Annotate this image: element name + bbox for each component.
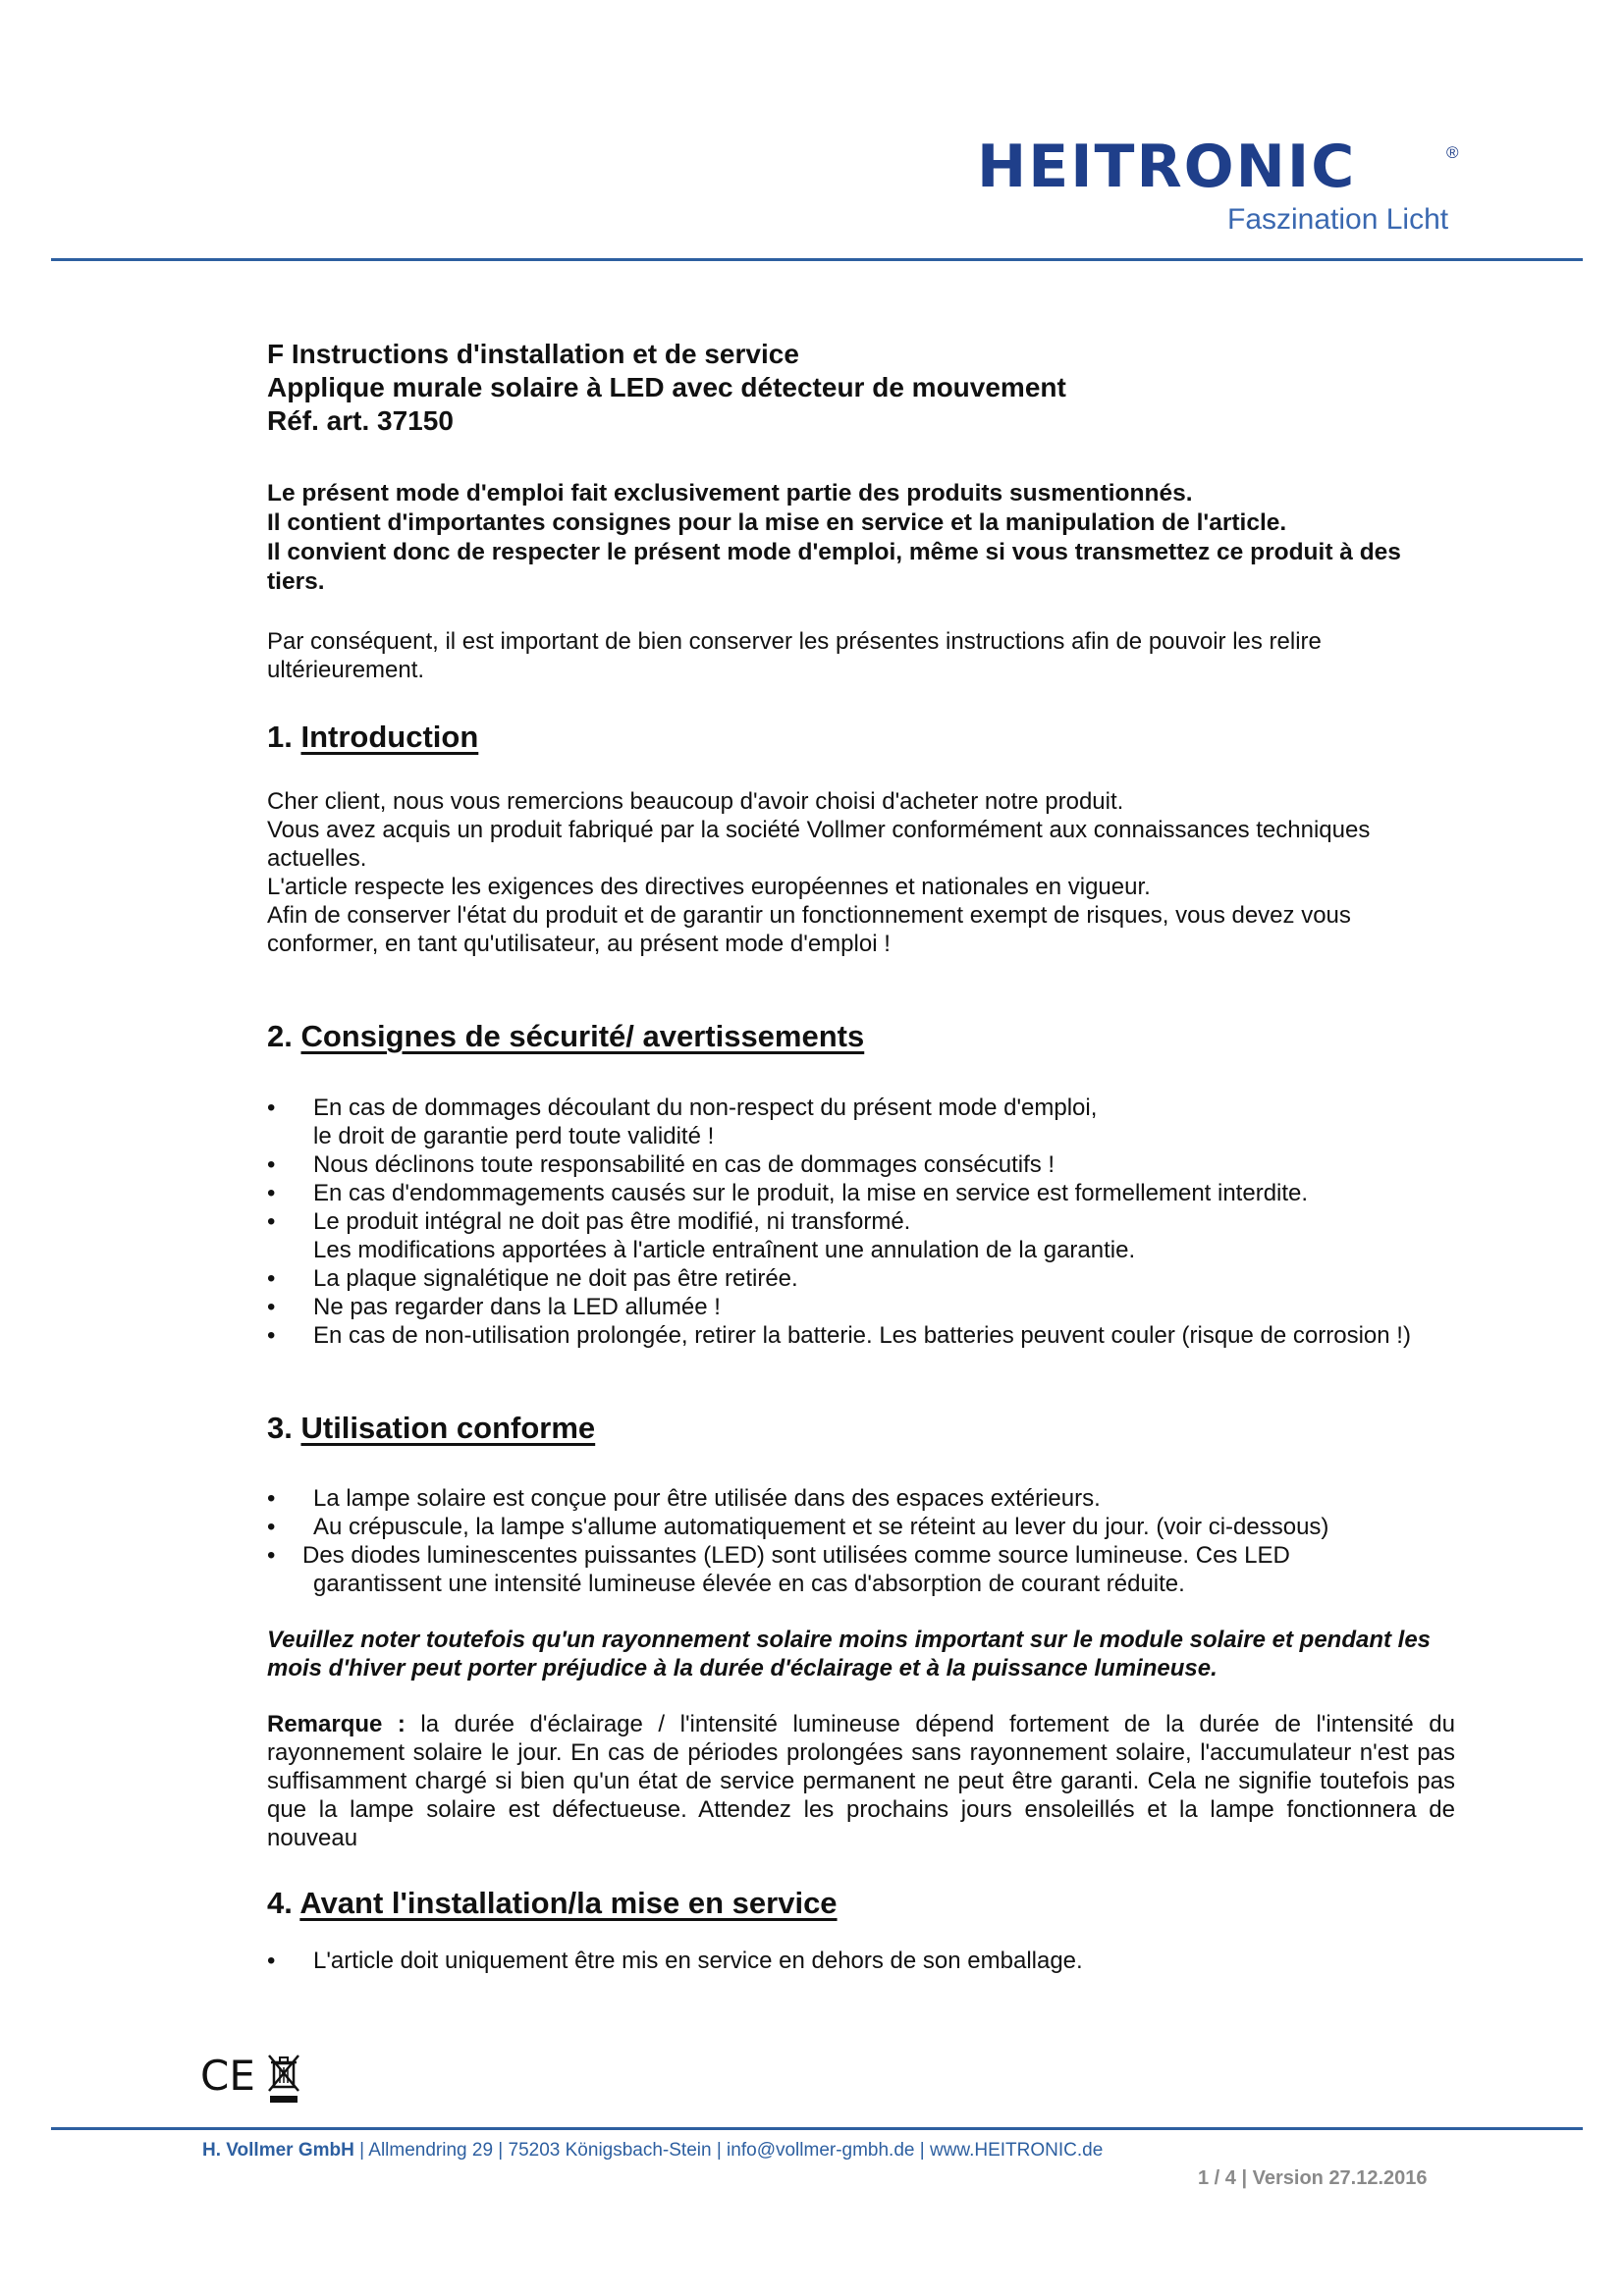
list-item: • Le produit intégral ne doit pas être modifié, ni transformé. Les modifications apportées à l'article entraînent une annulation de la garantie.	[267, 1208, 1136, 1263]
registered-mark: ®	[1446, 143, 1459, 162]
list-item-text: le droit de garantie perd toute validité !	[313, 1123, 715, 1149]
remark-paragraph	[267, 1710, 1455, 1852]
brand-tagline: Faszination Licht	[1227, 203, 1449, 236]
list-item: • La plaque signalétique ne doit pas être retirée.	[267, 1265, 798, 1292]
list-item-text: Nous déclinons toute responsabilité en cas de dommages consécutifs !	[313, 1151, 1056, 1178]
section-number: 1.	[267, 720, 293, 754]
list-item: • Ne pas regarder dans la LED allumée !	[267, 1294, 721, 1320]
footer-company: H. Vollmer GmbH	[202, 2140, 354, 2161]
page-version: 1 / 4 | Version 27.12.2016	[1198, 2167, 1428, 2189]
section-number: 2.	[267, 1019, 293, 1053]
list-item: • Au crépuscule, la lampe s'allume automatiquement et se réteint au lever du jour. (voir ci-dessous)	[267, 1514, 1329, 1540]
solar-note: Veuillez noter toutefois qu'un rayonnement solaire moins important sur le module solaire et pendant les mois d'hiver peut porter préjudice à la durée d'éclairage et à la puissance lumineuse.	[267, 1627, 1432, 1682]
list-item: • En cas de non-utilisation prolongée, retirer la batterie. Les batteries peuvent couler (risque de corrosion !)	[267, 1322, 1411, 1349]
safety-list	[267, 1094, 1455, 1350]
list-item-text: En cas de non-utilisation prolongée, retirer la batterie. Les batteries peuvent couler (risque de corrosion !)	[313, 1322, 1411, 1349]
ce-mark-icon: CE	[200, 2052, 255, 2100]
list-item: • Nous déclinons toute responsabilité en cas de dommages consécutifs !	[267, 1151, 1056, 1178]
section-title: Utilisation conforme	[300, 1411, 596, 1445]
section-title: Consignes de sécurité/ avertissements	[300, 1019, 865, 1053]
section-heading-before-installation	[267, 1886, 1455, 1921]
title-line-1: F Instructions d'installation et de service	[267, 339, 799, 369]
paragraph-line: L'article respecte les exigences des directives européennes et nationales en vigueur.	[267, 874, 1151, 900]
list-item-text: En cas de dommages découlant du non-respect du présent mode d'emploi,	[313, 1095, 1098, 1121]
before-installation-list	[267, 1947, 1455, 1975]
document-body	[267, 338, 1455, 1975]
list-item-text: Ne pas regarder dans la LED allumée !	[313, 1294, 721, 1320]
list-item-text: Les modifications apportées à l'article entraînent une annulation de la garantie.	[313, 1237, 1136, 1263]
list-item-text: En cas d'endommagements causés sur le produit, la mise en service est formellement interdite.	[313, 1180, 1309, 1206]
title-line-3: Réf. art. 37150	[267, 405, 454, 436]
remark-text: la durée d'éclairage / l'intensité lumineuse dépend fortement de la durée de l'intensité du rayonnement solaire le jour. En cas de périodes prolongées sans rayonnement solaire, l'accumulateur n'est pas suffisamment chargé si bien qu'un état de service permanent ne peut être garanti. Cela ne signifie toutefois pas que la lampe solaire est défectueuse. Attendez les prochains jours ensoleillés et la lampe fonctionnera de nouveau	[267, 1711, 1455, 1851]
section-heading-safety	[267, 1019, 1455, 1054]
list-item: • Des diodes luminescentes puissantes (LED) sont utilisées comme source lumineuse. Ces LED garantissent une intensité lumineuse élevée en cas d'absorption de courant réduite.	[267, 1542, 1290, 1597]
intro-paragraph: Par conséquent, il est important de bien conserver les présentes instructions afin de pouvoir les relire ultérieurement.	[267, 628, 1322, 683]
title-line-2: Applique murale solaire à LED avec détecteur de mouvement	[267, 372, 1066, 402]
list-item-text: La lampe solaire est conçue pour être utilisée dans des espaces extérieurs.	[313, 1485, 1101, 1512]
section-number: 3.	[267, 1411, 293, 1445]
list-item-text: L'article doit uniquement être mis en service en dehors de son emballage.	[313, 1948, 1083, 1974]
section-heading-intended-use	[267, 1411, 1455, 1446]
list-item-text: Des diodes luminescentes puissantes (LED) sont utilisées comme source lumineuse. Ces LED	[302, 1542, 1290, 1569]
paragraph-line: Cher client, nous vous remercions beaucoup d'avoir choisi d'acheter notre produit.	[267, 788, 1124, 815]
section-number: 4.	[267, 1886, 293, 1920]
list-item-text: garantissent une intensité lumineuse élevée en cas d'absorption de courant réduite.	[313, 1571, 1185, 1597]
footer-contact	[202, 2140, 1103, 2162]
weee-crossed-bin-icon	[267, 2054, 300, 2105]
document-title	[267, 338, 1455, 438]
footer-divider	[51, 2127, 1583, 2130]
list-item: • La lampe solaire est conçue pour être utilisée dans des espaces extérieurs.	[267, 1485, 1101, 1512]
list-item-text: Le produit intégral ne doit pas être modifié, ni transformé.	[313, 1208, 911, 1235]
footer-address: | Allmendring 29 | 75203 Königsbach-Stein | info@vollmer-gmbh.de | www.HEITRONIC.de	[353, 2140, 1104, 2161]
intro-notice-line: Le présent mode d'emploi fait exclusivement partie des produits susmentionnés.	[267, 480, 1193, 507]
list-item: • En cas de dommages découlant du non-respect du présent mode d'emploi, le droit de garantie perd toute validité !	[267, 1095, 1098, 1149]
list-item-text: La plaque signalétique ne doit pas être retirée.	[313, 1265, 798, 1292]
intro-notice	[267, 479, 1455, 597]
section-title: Introduction	[300, 720, 479, 754]
intended-use-list	[267, 1484, 1455, 1598]
introduction-text	[267, 787, 1455, 958]
list-item: • L'article doit uniquement être mis en service en dehors de son emballage.	[267, 1948, 1083, 1974]
paragraph-line: Afin de conserver l'état du produit et de garantir un fonctionnement exempt de risques, vous devez vous conformer, en tant qu'utilisateur, au présent mode d'emploi !	[267, 902, 1351, 957]
brand-logo-wordmark: HEITRONIC	[977, 133, 1357, 201]
header-divider	[51, 258, 1583, 261]
section-heading-introduction	[267, 720, 1455, 755]
list-item: • En cas d'endommagements causés sur le produit, la mise en service est formellement interdite.	[267, 1180, 1309, 1206]
list-item-text: Au crépuscule, la lampe s'allume automatiquement et se réteint au lever du jour. (voir ci-dessous)	[313, 1514, 1329, 1540]
intro-notice-line: Il contient d'importantes consignes pour la mise en service et la manipulation de l'article.	[267, 509, 1287, 536]
remark-label: Remarque :	[267, 1711, 406, 1737]
intro-notice-line: Il convient donc de respecter le présent mode d'emploi, même si vous transmettez ce produit à des tiers.	[267, 539, 1401, 595]
paragraph-line: Vous avez acquis un produit fabriqué par la société Vollmer conformément aux connaissances techniques actuelles.	[267, 817, 1371, 872]
section-title: Avant l'installation/la mise en service	[299, 1886, 838, 1920]
